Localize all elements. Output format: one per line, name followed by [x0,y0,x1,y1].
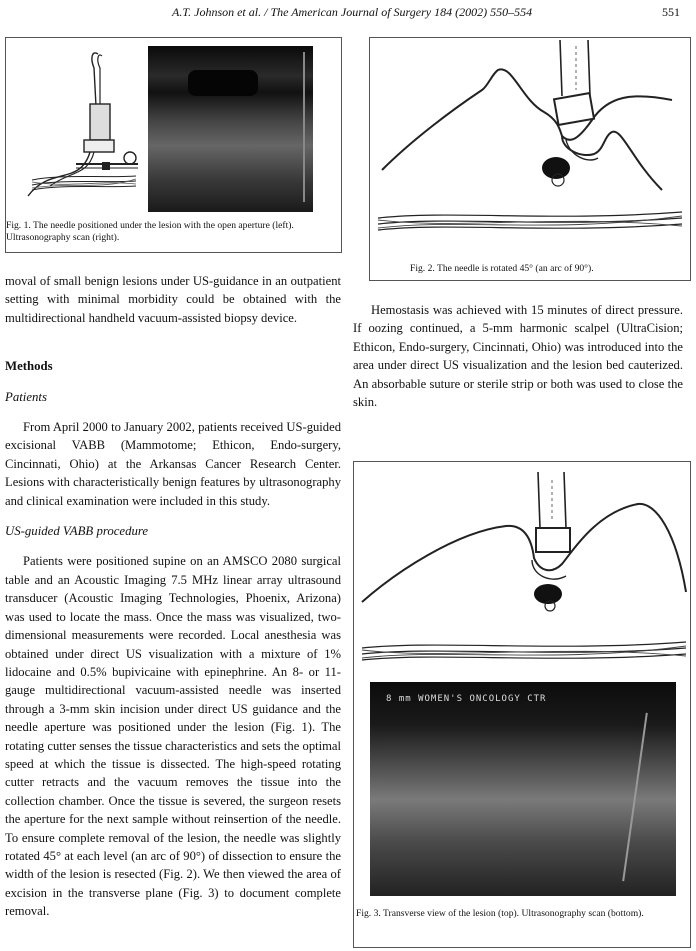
right-column-top [353,301,683,411]
figure-2 [369,37,691,281]
figure-1-caption: Fig. 1. The needle positioned under the lesion with the open aperture (left). Ultrasonography scan (right). [6,220,294,243]
figure-3-caption: Fig. 3. Transverse view of the lesion (top). Ultrasonography scan (bottom). [356,908,644,919]
journal-citation: A.T. Johnson et al. / The American Journal of Surgery 184 (2002) 550–554 [172,5,533,19]
subheading-patients: Patients [5,389,47,404]
ultrasound-image-fig3 [370,682,676,896]
figure-2-caption: Fig. 2. The needle is rotated 45° (an arc of 90°). [410,263,594,274]
page-number: 551 [662,5,680,19]
figure-1 [5,37,342,253]
body-paragraph-continued: moval of small benign lesions under US-guidance in an outpatient setting with minimal morbidity could be obtained with the multidirectional handheld vacuum-assisted biopsy device. [5,274,341,325]
subheading-procedure: US-guided VABB procedure [5,524,149,539]
body-paragraph-procedure: Patients were positioned supine on an AMSCO 2080 surgical table and an Acoustic Imaging 7.5 MHz linear array ultrasound transducer (Acoustic Imaging Technologies, Phoenix, Arizona) was used to locate the mass. Once the mass was visualized, two-dimensional measurements were recorded. Local anesthesia was obtained under direct US visualization with a mixture of 1% lidocaine and 0.5% bupivicaine with epinephrine. An 8- or 11-gauge multidirectional vacuum-assisted needle was inserted through a 3-mm skin incision under direct US guidance and the needle aperture was positioned under the lesion (Fig. 1). The rotating cutter senses the tissue characteristics and sets the optimal speed at which the tissue is dissected. The high-speed rotating cutter retracts and the vacuum removes the tissue into the collection chamber. Once the tissue is severed, the surgeon resets the aperture for the next sample without reinsertion of the needle. To ensure complete removal of the lesion, the needle was slightly rotated 45° at each level (an arc of 90°) of dissection to ensure the width of the lesion is resected (Fig. 2). We then viewed the area of excision in the transverse plane (Fig. 3) to document complete removal. [5,554,341,919]
body-paragraph-hemostasis: Hemostasis was achieved with 15 minutes of direct pressure. If oozing continued, a 5-mm harmonic scalpel (UltraCision; Ethicon, Endo-surgery, Cincinnati, Ohio) was introduced into the area under direct US visualization and the lesion bed cauterized. An absorbable suture or sterile strip or both was used to close the skin. [353,303,683,410]
ultrasound-image-fig1 [148,46,313,212]
figure-3 [353,461,691,948]
running-header [0,3,696,21]
transverse-lesion-illustration [356,472,690,672]
left-column [5,272,341,921]
needle-device-illustration [10,46,146,216]
section-heading-methods: Methods [5,359,53,374]
body-paragraph-patients: From April 2000 to January 2002, patients received US-guided excisional VABB (Mammotome; Ethicon, Endo-surgery, Cincinnati, Ohio) at the Arkansas Cancer Research Center. Lesions with characteristically benign features by ultrasonography and clinical examination were included in this study. [5,420,341,508]
ultrasound-label-fig3: 8 mm WOMEN'S ONCOLOGY CTR [386,694,547,704]
needle-rotation-illustration [372,40,688,250]
